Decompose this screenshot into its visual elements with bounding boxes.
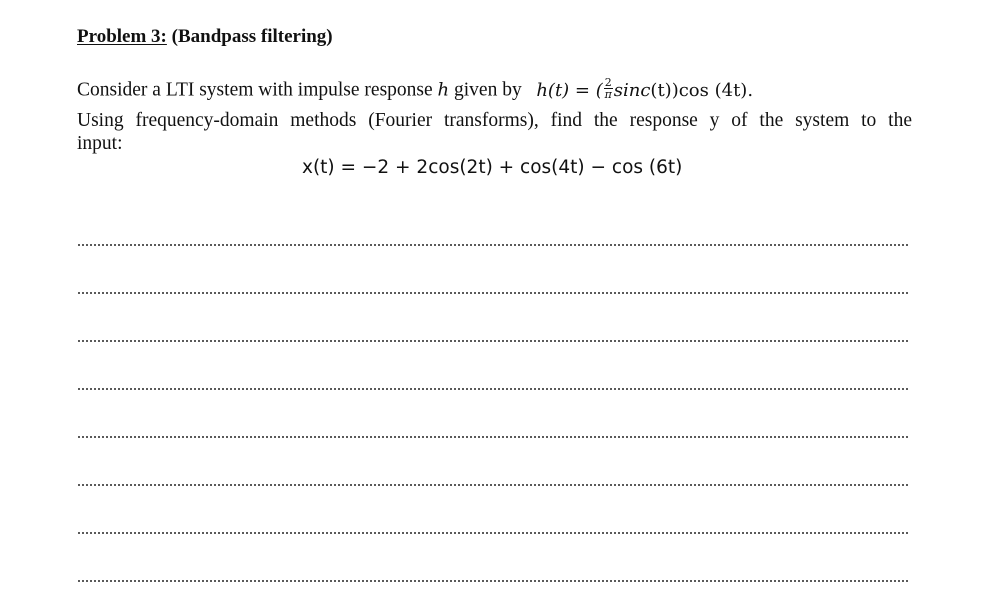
- problem-heading: [77, 26, 333, 48]
- problem-number: Problem 3:: [77, 26, 167, 47]
- answer-dotted-line: [78, 532, 908, 534]
- formula-lhs: h(t) = (: [536, 79, 603, 101]
- statement-prefix: Consider a LTI system with impulse response: [77, 79, 433, 101]
- answer-dotted-line: [78, 340, 908, 342]
- variable-h: h: [437, 79, 450, 101]
- formula-sinc: sinc: [613, 79, 651, 101]
- answer-dotted-line: [78, 580, 908, 582]
- statement-line-3: input:: [77, 133, 123, 154]
- input-equation: x(t) = −2 + 2cos(2t) + cos(4t) − cos (6t): [302, 157, 683, 178]
- answer-dotted-line: [78, 292, 908, 294]
- statement-line-2: Using frequency-domain methods (Fourier transforms), find the response y of the system to the: [77, 110, 912, 131]
- statement-mid: given by: [454, 79, 522, 101]
- answer-dotted-line: [78, 484, 908, 486]
- answer-dotted-line: [78, 244, 908, 246]
- answer-dotted-line: [78, 388, 908, 390]
- formula-rest: (t))cos (4t).: [650, 79, 754, 101]
- fraction-numerator: 2: [604, 76, 612, 89]
- answer-dotted-line: [78, 436, 908, 438]
- fraction-two-over-pi: [604, 77, 613, 100]
- problem-topic: (Bandpass filtering): [171, 26, 333, 47]
- fraction-denominator: π: [604, 88, 612, 101]
- impulse-response-formula: [536, 76, 754, 101]
- statement-line-1: [77, 76, 754, 102]
